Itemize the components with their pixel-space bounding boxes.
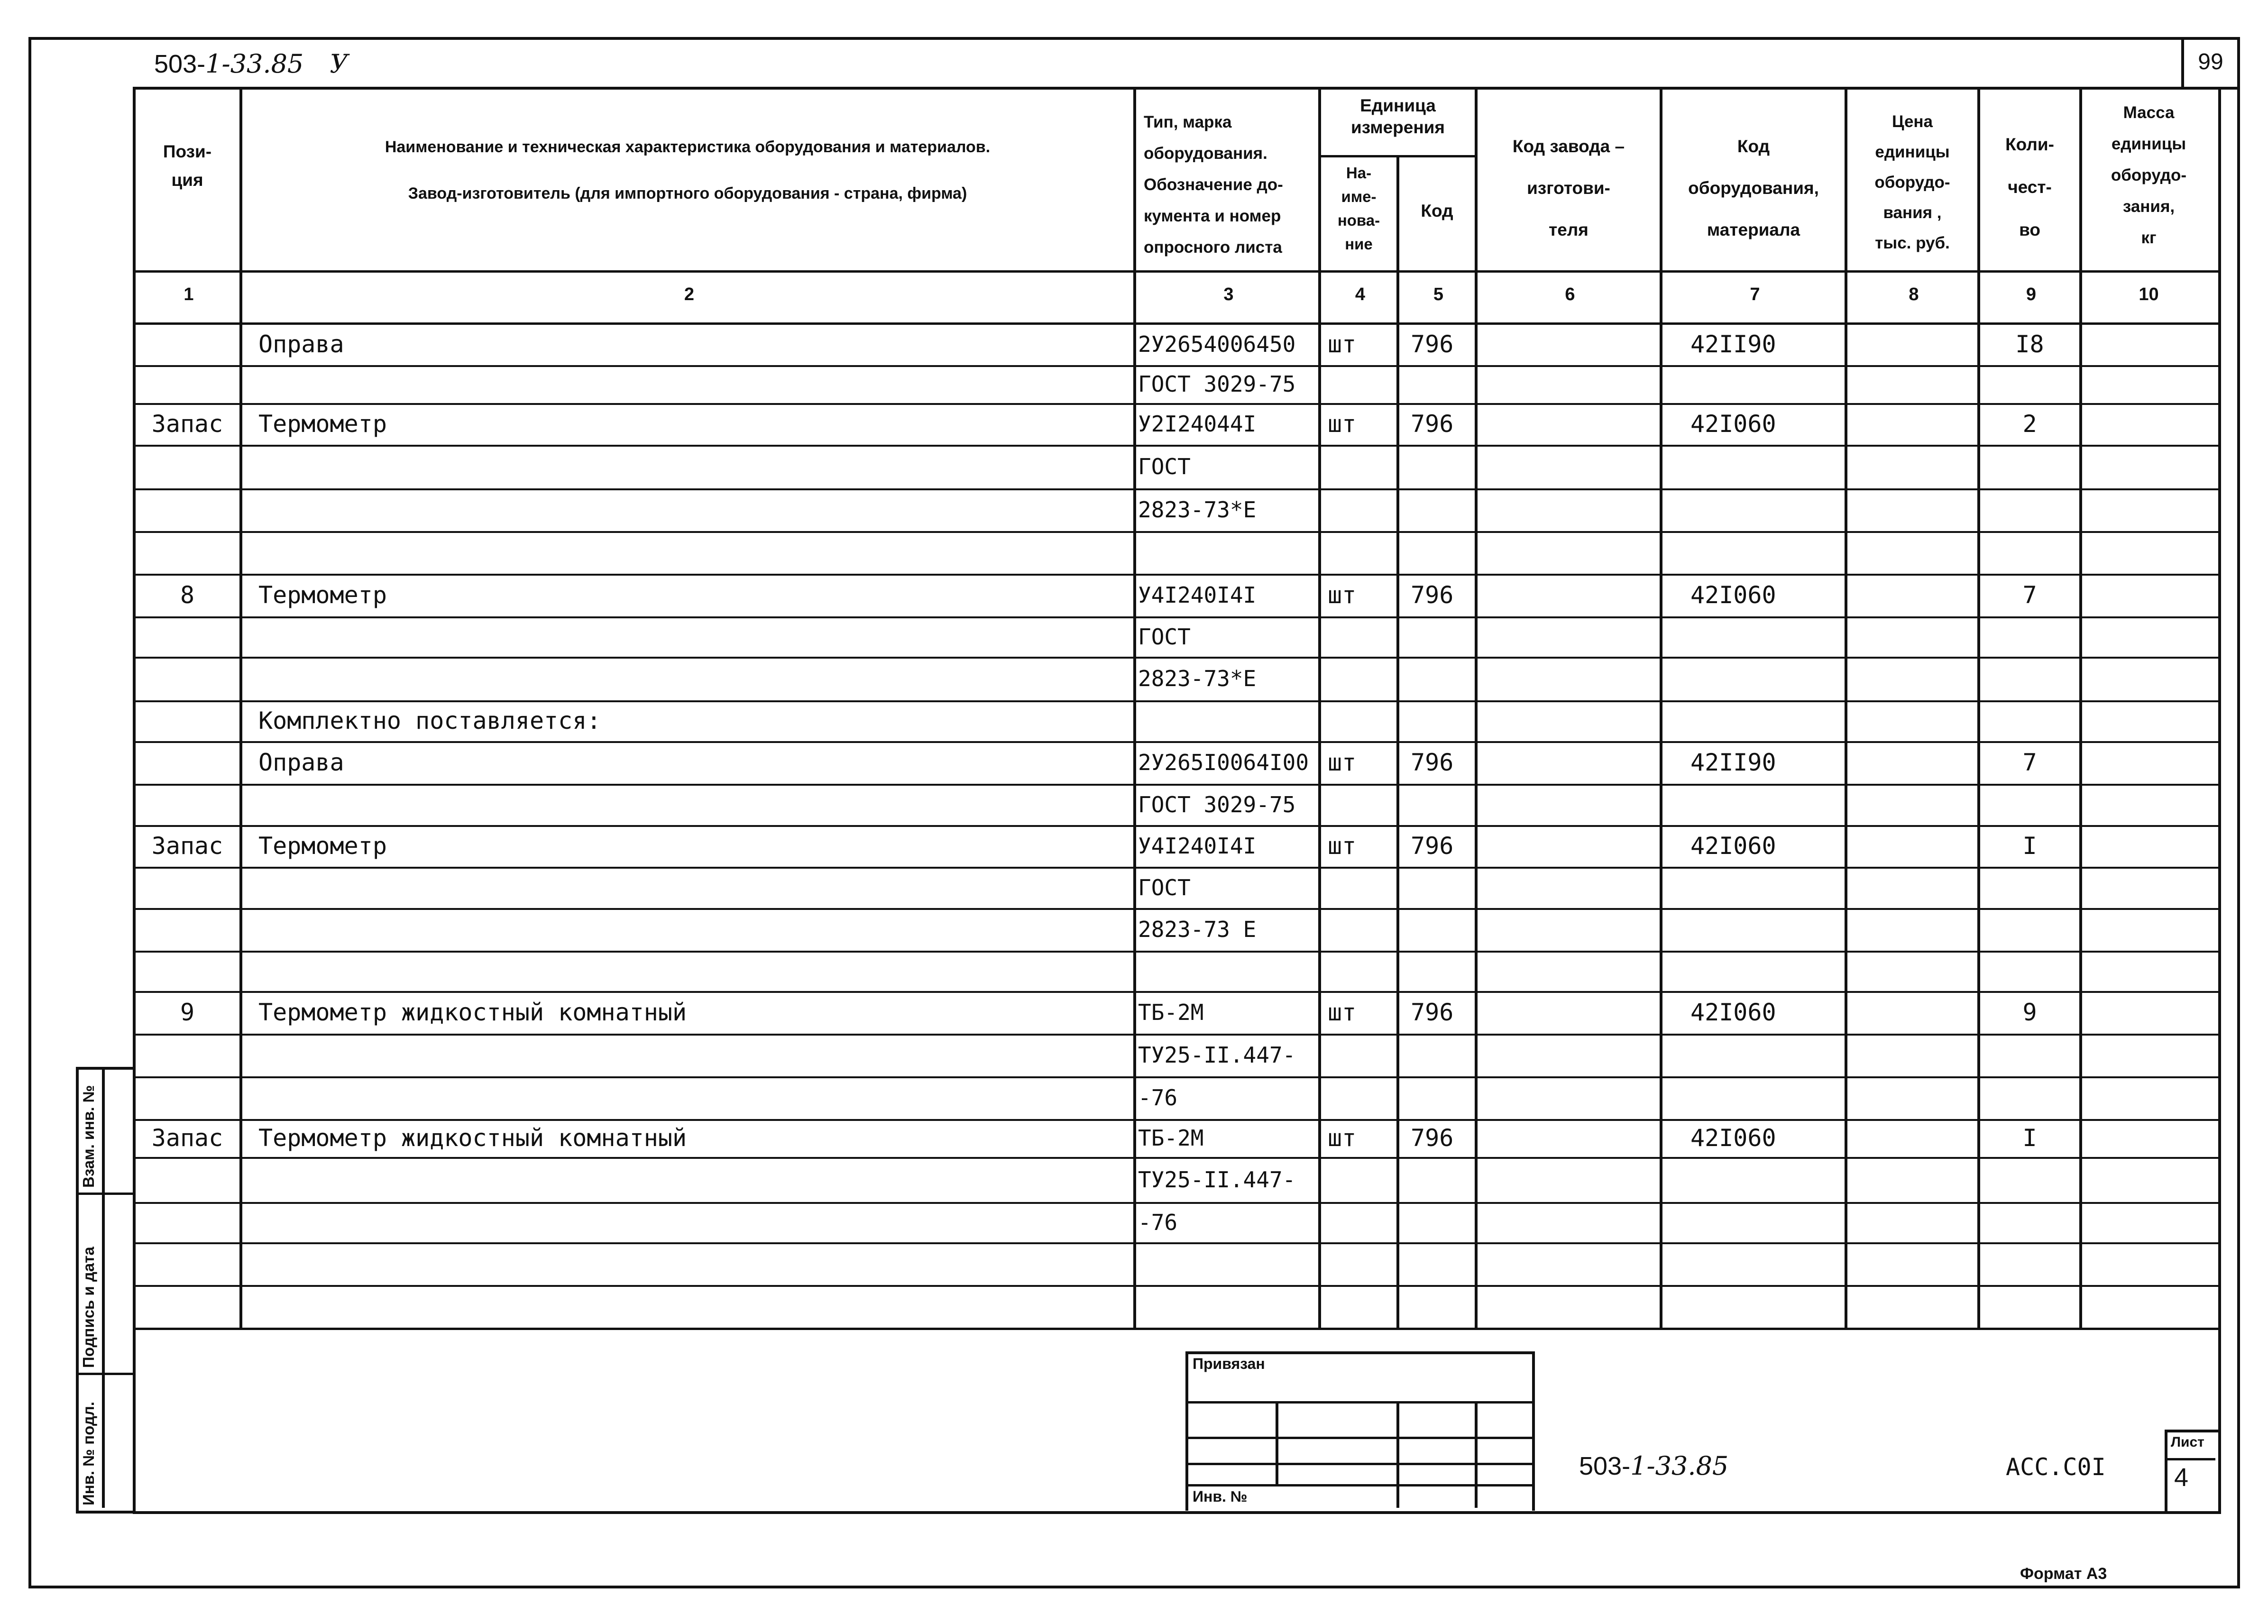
hdr-price: Цена единицы оборудо- вания , тыс. руб. — [1874, 112, 1950, 252]
cell-type: У2I24044I — [1138, 411, 1257, 437]
cell-material-code: 42II90 — [1690, 330, 1776, 358]
cell-type: ТУ25-II.447- — [1138, 1042, 1296, 1068]
cell-material-code: 42I060 — [1690, 999, 1776, 1026]
row-divider — [133, 991, 2218, 993]
cell-material-code: 42II90 — [1690, 749, 1776, 776]
doc-code-hand: 1-33.85 — [205, 49, 304, 79]
hdr-unit: Единица измерения — [1350, 96, 1445, 137]
row-divider — [133, 403, 2218, 405]
cell-quantity: 7 — [2022, 581, 2037, 609]
row-divider — [133, 1076, 2218, 1078]
cell-position: Запас — [151, 832, 223, 860]
side-label-podpis: Подпись и дата — [80, 1247, 97, 1368]
sheet-label: Лист — [2171, 1434, 2204, 1450]
unit-split-line — [1318, 155, 1478, 157]
cell-unit: шт — [1328, 749, 1357, 776]
page-number: 99 — [2198, 49, 2223, 74]
cell-name: Термометр — [258, 410, 387, 438]
cell-quantity: 9 — [2022, 999, 2037, 1026]
stamp-line-4 — [1185, 1484, 1532, 1486]
row-divider — [133, 1157, 2218, 1159]
hdr-name-line1: Наименование и техническая характеристика оборудования и материалов. — [385, 138, 991, 156]
hdr-equipment-code: Код оборудования, материала — [1688, 137, 1819, 239]
hdr-quantity: Коли- чест- во — [2005, 135, 2054, 239]
row-divider — [133, 616, 2218, 618]
cell-name: Термометр — [258, 581, 387, 609]
column-number: 8 — [1909, 284, 1919, 304]
titleblock-code-prefix: 503- — [1579, 1452, 1631, 1480]
cell-unit: шт — [1328, 330, 1357, 358]
stamp-privyazan — [1185, 1351, 1535, 1511]
col-line-9 — [2079, 87, 2082, 1329]
cell-type: 2823-73 Е — [1138, 917, 1257, 942]
stamp-line-2 — [1185, 1437, 1532, 1439]
page-number-box — [2181, 37, 2237, 90]
cell-quantity: I — [2022, 1124, 2037, 1152]
row-divider — [133, 365, 2218, 367]
column-number: 6 — [1565, 284, 1575, 304]
cell-position: 9 — [180, 999, 195, 1026]
stamp-line-1 — [1185, 1401, 1532, 1404]
format-label: Формат А3 — [2020, 1565, 2107, 1583]
stamp-vline-2 — [1396, 1401, 1399, 1508]
cell-unit-code: 796 — [1411, 410, 1454, 438]
cell-type: -76 — [1138, 1085, 1178, 1110]
cell-unit: шт — [1328, 410, 1357, 438]
column-number: 4 — [1355, 284, 1366, 304]
row-divider — [133, 1285, 2218, 1287]
cell-quantity: 2 — [2022, 410, 2037, 438]
row-divider — [133, 488, 2218, 490]
colnum-bottom-line — [133, 322, 2218, 325]
cell-type: ГОСТ — [1138, 874, 1191, 900]
hdr-position: Пози- ция — [163, 142, 212, 190]
cell-unit-code: 796 — [1411, 330, 1454, 358]
cell-type: У4I240I4I — [1138, 582, 1257, 608]
cell-quantity: 7 — [2022, 749, 2037, 776]
col-line-3 — [1318, 87, 1321, 1329]
cell-type: ГОСТ — [1138, 454, 1191, 479]
side-label-vzam: Взам. инв. № — [80, 1085, 97, 1188]
cell-type: ГОСТ 3029-75 — [1138, 371, 1296, 397]
cell-unit-code: 796 — [1411, 749, 1454, 776]
cell-material-code: 42I060 — [1690, 1124, 1776, 1152]
cell-quantity: I — [2022, 832, 2037, 860]
stamp-vline-1 — [1276, 1401, 1278, 1484]
column-number: 3 — [1223, 284, 1234, 304]
cell-name: Термометр — [258, 832, 387, 860]
column-number: 5 — [1433, 284, 1444, 304]
cell-type: ГОСТ 3029-75 — [1138, 791, 1296, 817]
hdr-name-line2: Завод-изготовитель (для импортного оборудования - страна, фирма) — [408, 184, 967, 202]
cell-quantity: I8 — [2015, 330, 2044, 358]
row-divider — [133, 1034, 2218, 1036]
cell-unit: шт — [1328, 832, 1357, 860]
cell-type: -76 — [1138, 1209, 1178, 1235]
row-divider — [133, 867, 2218, 869]
row-divider — [133, 574, 2218, 576]
side-inner-line — [102, 1067, 105, 1508]
cell-position: Запас — [151, 410, 223, 438]
col-line-1 — [239, 87, 242, 1329]
row-divider — [133, 1242, 2218, 1244]
cell-name: Термометр жидкостный комнатный — [258, 1124, 687, 1152]
col-line-6 — [1660, 87, 1662, 1329]
titleblock-mark: АСС.С0I — [2006, 1453, 2106, 1481]
row-divider — [133, 908, 2218, 910]
cell-unit-code: 796 — [1411, 999, 1454, 1026]
titleblock-code-hand: 1-33.85 — [1630, 1451, 1729, 1481]
side-label-inv-podl: Инв. № подл. — [80, 1402, 97, 1505]
hdr-unit-name: На- име- нова- ние — [1337, 164, 1380, 253]
cell-type: 2823-73*Е — [1138, 666, 1257, 691]
column-number: 9 — [2026, 284, 2037, 304]
cell-type: ТБ-2М — [1138, 1000, 1204, 1025]
cell-name: Оправа — [258, 330, 344, 358]
hdr-unit-code: Код — [1421, 201, 1453, 220]
cell-type: ТБ-2М — [1138, 1125, 1204, 1151]
column-number: 10 — [2139, 284, 2159, 304]
cell-unit: шт — [1328, 581, 1357, 609]
row-divider — [133, 951, 2218, 953]
titleblock-code — [1579, 1451, 1728, 1481]
table-body-bottom — [133, 1328, 2218, 1330]
cell-name: Термометр жидкостный комнатный — [258, 999, 687, 1026]
cell-unit: шт — [1328, 999, 1357, 1026]
doc-code-suffix: У — [330, 49, 349, 79]
row-divider — [133, 784, 2218, 786]
cell-material-code: 42I060 — [1690, 410, 1776, 438]
cell-position: 8 — [180, 581, 195, 609]
column-number: 7 — [1750, 284, 1760, 304]
col-line-5 — [1475, 87, 1478, 1329]
row-divider — [133, 657, 2218, 659]
cell-type: 2У2654006450 — [1138, 331, 1296, 357]
stamp-vline-3 — [1475, 1401, 1478, 1508]
column-number: 2 — [684, 284, 695, 304]
row-divider — [133, 700, 2218, 702]
cell-unit-code: 796 — [1411, 1124, 1454, 1152]
row-divider — [133, 531, 2218, 533]
row-divider — [133, 1119, 2218, 1121]
sheet-number: 4 — [2174, 1463, 2189, 1492]
cell-position: Запас — [151, 1124, 223, 1152]
doc-code-top — [154, 47, 348, 81]
row-divider — [133, 1202, 2218, 1204]
cell-material-code: 42I060 — [1690, 581, 1776, 609]
hdr-factory-code: Код завода – изготови- теля — [1512, 137, 1625, 239]
stamp-line-3 — [1185, 1463, 1532, 1465]
hdr-type: Тип, марка оборудования. Обозначение до- кумента и номер опросного листа — [1144, 113, 1283, 257]
cell-name: Оправа — [258, 749, 344, 776]
cell-material-code: 42I060 — [1690, 832, 1776, 860]
row-divider — [133, 825, 2218, 827]
sheet-divider — [2165, 1458, 2215, 1460]
doc-code-prefix: 503- — [154, 50, 206, 78]
cell-type: ТУ25-II.447- — [1138, 1166, 1296, 1193]
cell-unit: шт — [1328, 1124, 1357, 1152]
stamp-inv-no-label: Инв. № — [1193, 1488, 1248, 1505]
cell-unit-code: 796 — [1411, 832, 1454, 860]
col-line-2 — [1133, 87, 1136, 1329]
header-bottom-line — [133, 270, 2218, 273]
column-number: 1 — [184, 284, 194, 304]
cell-type: 2У265I0064I00 — [1138, 750, 1309, 775]
stamp-privyazan-label: Привязан — [1193, 1355, 1265, 1372]
hdr-mass: Масса единицы оборудо- зания, кг — [2111, 103, 2187, 247]
row-divider — [133, 741, 2218, 743]
cell-type: 2823-73*Е — [1138, 497, 1257, 523]
cell-type: ГОСТ — [1138, 624, 1191, 650]
cell-unit-code: 796 — [1411, 581, 1454, 609]
row-divider — [133, 445, 2218, 447]
col-line-7 — [1845, 87, 1847, 1329]
cell-name: Комплектно поставляется: — [258, 707, 601, 734]
cell-type: У4I240I4I — [1138, 833, 1257, 859]
